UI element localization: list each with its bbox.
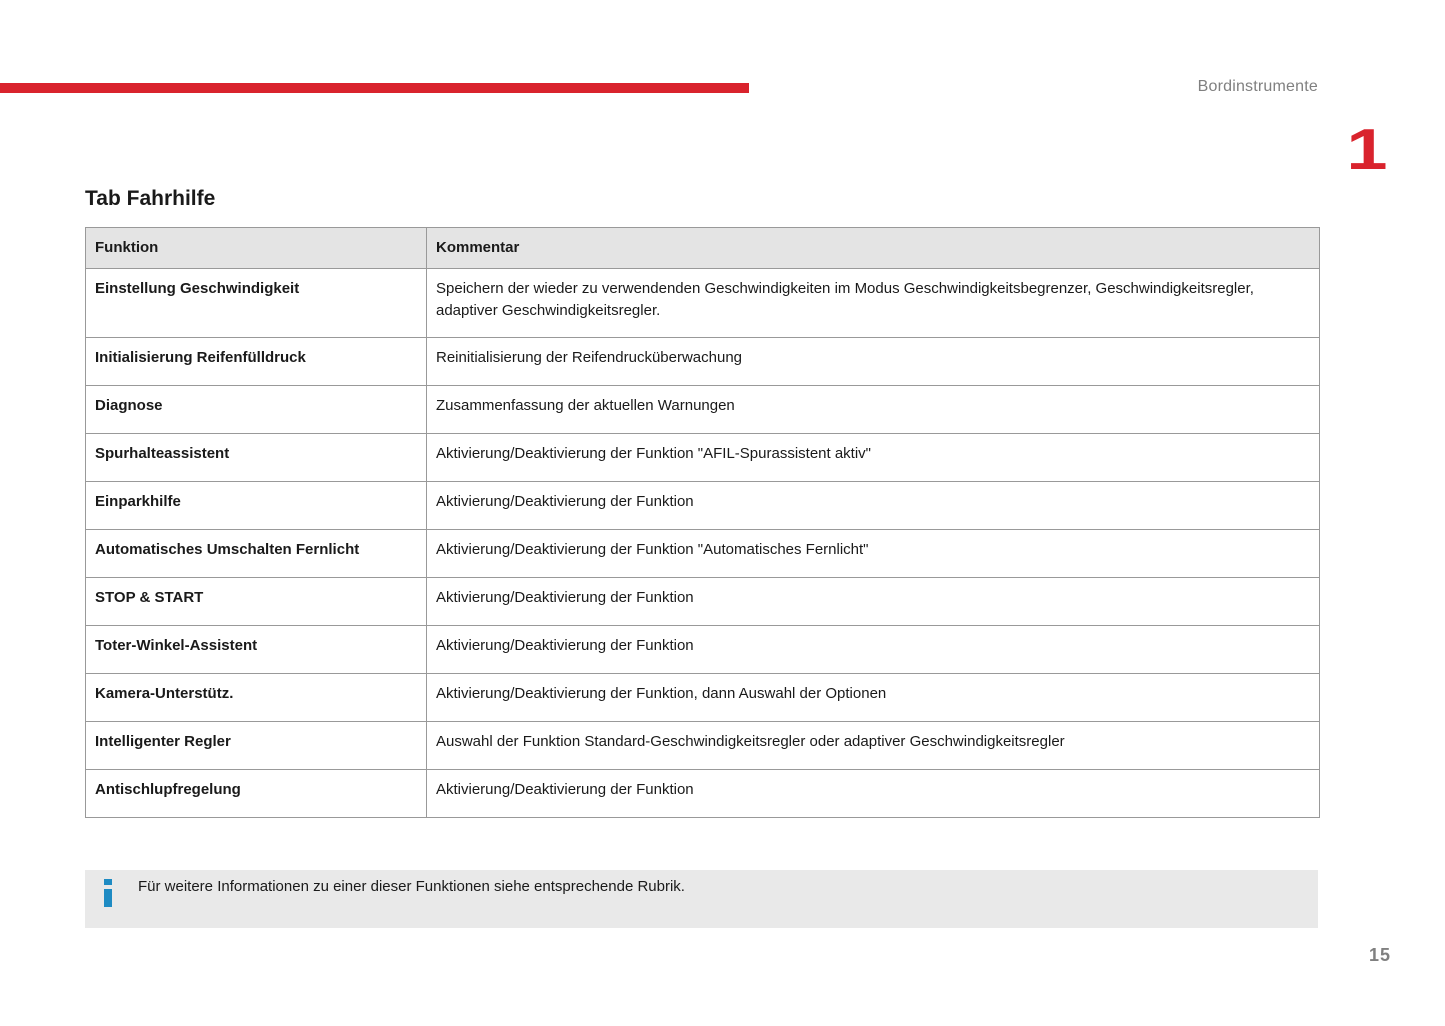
page-number: 15 xyxy=(1368,945,1391,965)
function-cell: Toter-Winkel-Assistent xyxy=(86,626,427,674)
table-row xyxy=(86,770,1320,818)
table-row xyxy=(86,434,1320,482)
info-icon-stem xyxy=(104,889,112,907)
table-header-row xyxy=(86,228,1320,269)
function-cell: Einstellung Geschwindigkeit xyxy=(86,269,427,338)
column-header-comment: Kommentar xyxy=(427,228,1320,269)
comment-cell: Aktivierung/Deaktivierung der Funktion "AFIL-Spurassistent aktiv" xyxy=(427,434,1320,482)
comment-cell: Speichern der wieder zu verwendenden Geschwindigkeiten im Modus Geschwindigkeitsbegrenzer, Geschwindigkeitsregler, adaptiver Geschwindigkeitsregler. xyxy=(427,269,1320,338)
function-cell: Kamera-Unterstütz. xyxy=(86,674,427,722)
table-row xyxy=(86,722,1320,770)
section-label: Bordinstrumente xyxy=(1197,78,1318,95)
function-cell: Automatisches Umschalten Fernlicht xyxy=(86,530,427,578)
table-row xyxy=(86,338,1320,386)
info-icon-dot xyxy=(104,879,112,885)
table-row xyxy=(86,386,1320,434)
comment-cell: Aktivierung/Deaktivierung der Funktion xyxy=(427,482,1320,530)
column-header-function: Funktion xyxy=(86,228,427,269)
table-row xyxy=(86,626,1320,674)
table-row xyxy=(86,482,1320,530)
function-cell: Antischlupfregelung xyxy=(86,770,427,818)
chapter-number-text: 1 xyxy=(1346,117,1388,183)
comment-cell: Aktivierung/Deaktivierung der Funktion xyxy=(427,626,1320,674)
info-icon xyxy=(102,879,114,907)
comment-cell: Zusammenfassung der aktuellen Warnungen xyxy=(427,386,1320,434)
function-cell: Spurhalteassistent xyxy=(86,434,427,482)
function-table xyxy=(85,227,1320,818)
chapter-number xyxy=(1346,113,1388,183)
table-title: Tab Fahrhilfe xyxy=(85,187,216,210)
table-row xyxy=(86,578,1320,626)
table-row xyxy=(86,674,1320,722)
table-row xyxy=(86,269,1320,338)
function-cell: Intelligenter Regler xyxy=(86,722,427,770)
comment-cell: Reinitialisierung der Reifendrucküberwachung xyxy=(427,338,1320,386)
table-row xyxy=(86,530,1320,578)
info-text: Für weitere Informationen zu einer dieser Funktionen siehe entsprechende Rubrik. xyxy=(138,878,685,895)
function-cell: Diagnose xyxy=(86,386,427,434)
comment-cell: Aktivierung/Deaktivierung der Funktion xyxy=(427,770,1320,818)
comment-cell: Aktivierung/Deaktivierung der Funktion xyxy=(427,578,1320,626)
comment-cell: Auswahl der Funktion Standard-Geschwindigkeitsregler oder adaptiver Geschwindigkeitsregler xyxy=(427,722,1320,770)
comment-cell: Aktivierung/Deaktivierung der Funktion "Automatisches Fernlicht" xyxy=(427,530,1320,578)
function-cell: Initialisierung Reifenfülldruck xyxy=(86,338,427,386)
function-cell: Einparkhilfe xyxy=(86,482,427,530)
header-accent-bar xyxy=(0,83,749,93)
comment-cell: Aktivierung/Deaktivierung der Funktion, dann Auswahl der Optionen xyxy=(427,674,1320,722)
function-cell: STOP & START xyxy=(86,578,427,626)
